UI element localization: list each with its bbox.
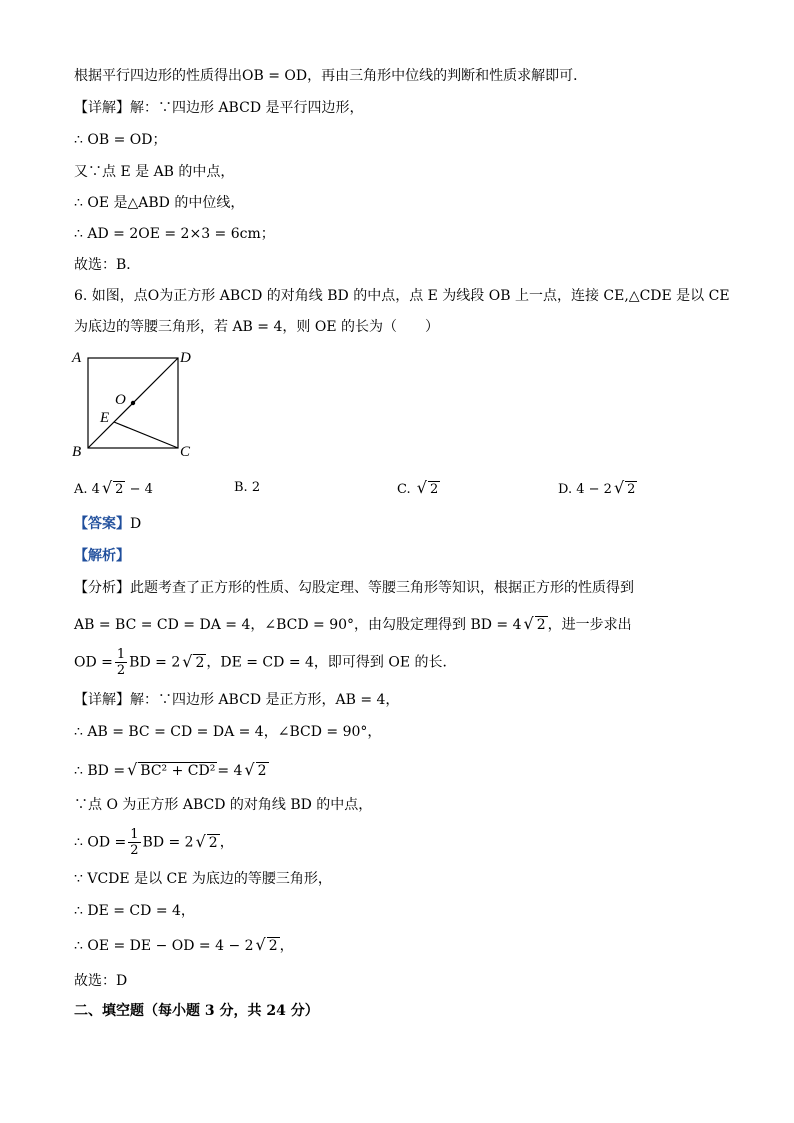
answer-value: D <box>130 516 142 532</box>
analysis-tag: 【解析】 <box>74 548 130 564</box>
detail-line2: ∴ AB = BC = CD = DA = 4，∠BCD = 90°， <box>74 724 382 740</box>
detail-line6: ∵ VCDE 是以 CE 为底边的等腰三角形， <box>74 871 332 887</box>
detail-line9: 故选：D <box>74 973 128 989</box>
text-line: ∴ AD = 2OE = 2×3 = 6cm； <box>74 226 275 242</box>
choice-d: D. 4 − 2 √ 2 <box>558 478 636 497</box>
section-heading: 二、填空题（每小题 3 分，共 24 分） <box>74 1003 319 1019</box>
answer-tag: 【答案】 <box>74 516 130 532</box>
detail-tag: 【详解】 <box>74 692 130 708</box>
detail-tag: 【详解】 <box>74 100 130 116</box>
text-line: 根据平行四边形的性质得出OB = OD，再由三角形中位线的判断和性质求解即可． <box>74 68 588 84</box>
text-line: ∴ OE 是△ABD 的中位线， <box>74 195 245 211</box>
text-span: 解：∵四边形 ABCD 是平行四边形， <box>130 100 364 116</box>
answer-line <box>74 514 141 534</box>
detail-line4: ∵点 O 为正方形 ABCD 的对角线 BD 的中点， <box>74 797 373 813</box>
analysis-line2: AB = BC = CD = DA = 4，∠BCD = 90°，由勾股定理得到 BD = 4 √ 2 ，进一步求出 <box>74 614 632 633</box>
segment-ce <box>114 422 178 448</box>
detail-line1: 【详解】解：∵四边形 ABCD 是正方形，AB = 4， <box>74 692 400 708</box>
choice-c: C. √ 2 <box>397 478 439 497</box>
fraction-half: $\frac{1}{2}$ <box>116 647 126 678</box>
analysis-heading <box>74 546 130 566</box>
choice-b: B. 2 <box>234 480 261 495</box>
analysis-line1: 【分析】此题考查了正方形的性质、勾股定理、等腰三角形等知识，根据正方形的性质得到 <box>74 580 634 596</box>
label-c: C <box>180 444 191 460</box>
detail-line7: ∴ DE = CD = 4， <box>74 903 195 919</box>
label-a: A <box>72 350 82 366</box>
detail-line8: ∴ OE = DE − OD = 4 − 2 √ 2 ， <box>74 935 294 954</box>
detail-line3: ∴ BD = √ BC² + CD² = 4 √ 2 <box>74 760 267 779</box>
text-line <box>74 98 364 118</box>
fraction-half: $\frac{1}{2}$ <box>130 827 139 858</box>
point-o <box>131 401 135 405</box>
square-figure <box>70 346 210 464</box>
question-6-line1: 6. 如图，点O为正方形 ABCD 的对角线 BD 的中点，点 E 为线段 OB 上一点，连接 CE,△CDE 是以 CE <box>74 288 730 304</box>
analysis-line3: OD = $\frac{1}{2}$ BD = 2 √ 2 ，DE = CD = 4，即可得到 OE 的长． <box>74 647 457 678</box>
label-b: B <box>72 444 82 460</box>
label-e: E <box>100 410 110 426</box>
text-line: 故选：B． <box>74 257 141 273</box>
label-o: O <box>115 392 126 408</box>
text-line: ∴ OB = OD； <box>74 132 167 148</box>
label-d: D <box>180 350 191 366</box>
choice-a: A. 4 √ 2 − 4 <box>74 478 153 497</box>
text-line: 又∵点 E 是 AB 的中点， <box>74 164 235 180</box>
question-6-line2: 为底边的等腰三角形，若 AB = 4，则 OE 的长为（ ） <box>74 319 439 335</box>
detail-line5: ∴ OD = $\frac{1}{2}$ BD = 2 √ 2 ， <box>74 827 234 858</box>
